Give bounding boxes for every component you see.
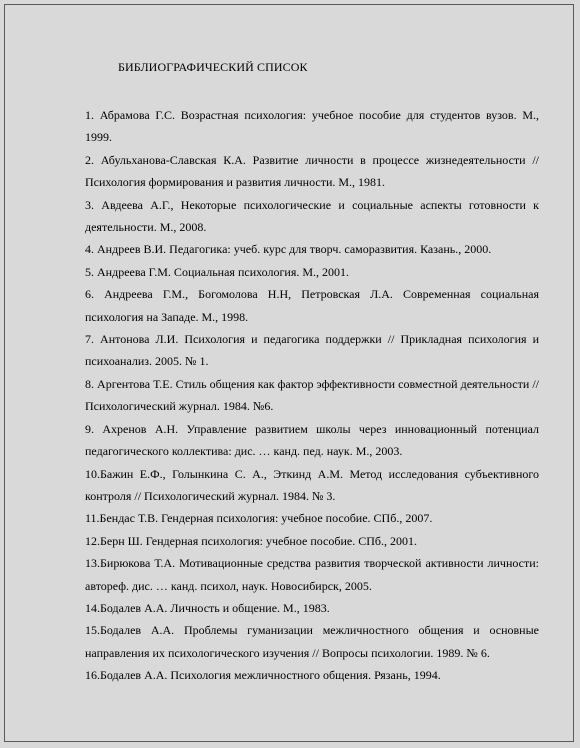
list-item: 16.Бодалев А.А. Психология межличностного общения. Рязань, 1994.: [85, 668, 441, 683]
list-item: 2. Абульханова-Славская К.А. Развитие личности в процессе жизнедеятельности // Психология формирования и развития личности. М., 1981.: [85, 152, 539, 190]
list-item: 14.Бодалев А.А. Личность и общение. М., 1983.: [85, 600, 330, 615]
page-title: БИБЛИОГРАФИЧЕСКИЙ СПИСОК: [118, 60, 308, 74]
list-item: 10.Бажин Е.Ф., Голынкина С. А., Эткинд А.М. Метод исследования субъективного контроля // Психологический журнал. 1984. № 3.: [85, 466, 539, 503]
list-item: 6. Андреева Г.М., Богомолова Н.Н, Петровская Л.А. Современная социальная психология на Западе. М., 1998.: [85, 287, 539, 324]
list-item: 13.Бирюкова Т.А. Мотивационные средства развития творческой активности личности: автореф. дис. … канд. психол, наук. Новосибирск, 2005.: [85, 556, 539, 593]
list-item: 12.Берн Ш. Гендерная психология: учебное пособие. СПб., 2001.: [85, 533, 417, 548]
list-item: 8. Аргентова Т.Е. Стиль общения как фактор эффективности совместной деятельности // Психологический журнал. 1984. №6.: [85, 376, 539, 414]
list-item: 1. Абрамова Г.С. Возрастная психология: учебное пособие для студентов вузов. М., 1999.: [85, 108, 539, 145]
list-item: 4. Андреев В.И. Педагогика: учеб. курс для творч. саморазвития. Казань., 2000.: [85, 242, 492, 257]
list-item: 15.Бодалев А.А. Проблемы гуманизации межличностного общения и основные направления их психологического изучения // Вопросы психологии. 1989. № 6.: [85, 623, 539, 660]
list-item: 7. Антонова Л.И. Психология и педагогика поддержки // Прикладная психология и психоанализ. 2005. № 1.: [85, 332, 539, 369]
list-item: 3. Авдеева А.Г., Некоторые психологические и социальные аспекты готовности к деятельности. М., 2008.: [85, 197, 539, 235]
bibliography-list: [85, 104, 539, 687]
list-item: 9. Ахренов А.Н. Управление развитием школы через инновационный потенциал педагогического коллектива: дис. … канд. пед. наук. М., 2003.: [85, 421, 539, 459]
list-item: 11.Бендас Т.В. Гендерная психология: учебное пособие. СПб., 2007.: [85, 511, 433, 526]
document-page: [4, 4, 574, 742]
list-item: 5. Андреева Г.М. Социальная психология. М., 2001.: [85, 264, 350, 279]
